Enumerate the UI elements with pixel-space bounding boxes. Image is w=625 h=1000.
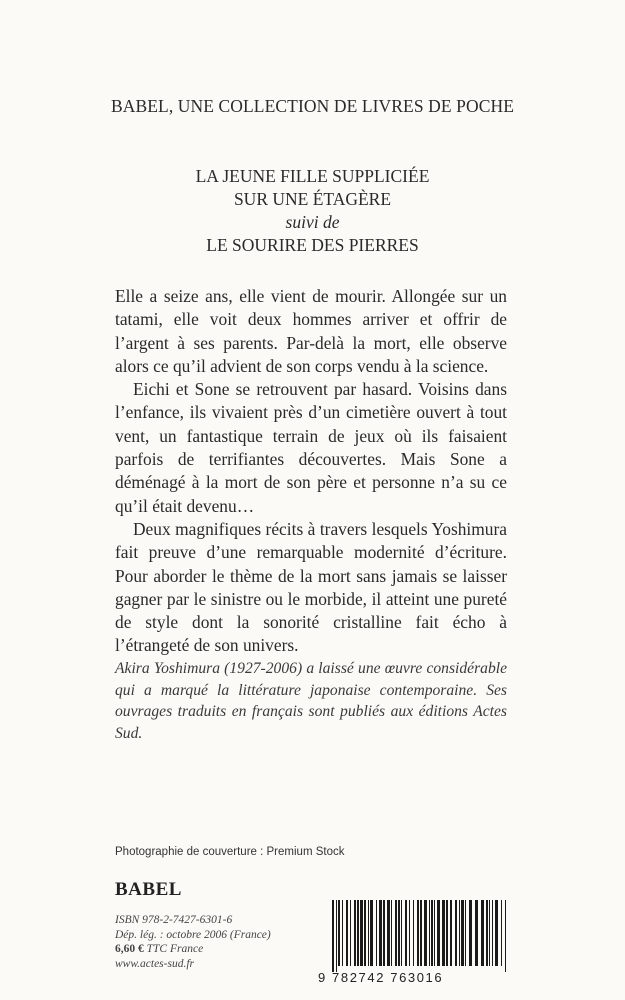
barcode-icon [330, 900, 510, 972]
title-line-1: LA JEUNE FILLE SUPPLICIÉE [195, 166, 430, 186]
price-line [115, 942, 271, 957]
blurb-paragraph-2: Eichi et Sone se retrouvent par hasard. Voisins dans l’enfance, ils vivaient près d’un cimetière ouvert à tout vent, un fantastique terrain de jeux où ils faisaient parfois de terrifiantes découvertes. Mais Sone a déménagé à la mort de son père et personne n’a su ce qu’il était devenu… [115, 379, 507, 516]
collection-line: BABEL, UNE COLLECTION DE LIVRES DE POCHE [110, 96, 515, 116]
price-suffix: TTC France [146, 943, 204, 955]
title-block [0, 165, 625, 257]
title-connector: suivi de [285, 212, 340, 232]
barcode-number: 9 782742 763016 [318, 970, 444, 985]
price: 6,60 € [115, 943, 144, 955]
legal-deposit: Dép. lég. : octobre 2006 (France) [115, 928, 271, 941]
website: www.actes-sud.fr [115, 957, 195, 970]
publisher-logo: BABEL [115, 879, 182, 900]
blurb [115, 285, 507, 658]
isbn: ISBN 978-2-7427-6301-6 [115, 914, 233, 926]
blurb-paragraph-1: Elle a seize ans, elle vient de mourir. Allongée sur un tatami, elle voit deux hommes arriver et offrir de l’argent à ses parents. Par-delà la mort, elle observe alors ce qu’il advient de son corps vendu à la science. [115, 286, 507, 376]
blurb-paragraph-3: Deux magnifiques récits à travers lesquels Yoshimura fait preuve d’une remarquable modernité d’écriture. Pour aborder le thème de la mort sans jamais se laisser gagner par le sinistre ou le morbide, il atteint une pureté de style dont la sonorité cristalline fait écho à l’étrangeté de son univers. [115, 518, 507, 656]
book-info [115, 913, 271, 971]
author-bio: Akira Yoshimura (1927-2006) a laissé une œuvre considérable qui a marqué la littérature japonaise contemporaine. Ses ouvrages traduits en français sont publiés aux éditions Actes Sud. [115, 660, 507, 742]
title-line-4: LE SOURIRE DES PIERRES [206, 235, 419, 255]
photo-credit: Photographie de couverture : Premium Stock [115, 846, 345, 858]
title-line-2: SUR UNE ÉTAGÈRE [233, 189, 392, 209]
